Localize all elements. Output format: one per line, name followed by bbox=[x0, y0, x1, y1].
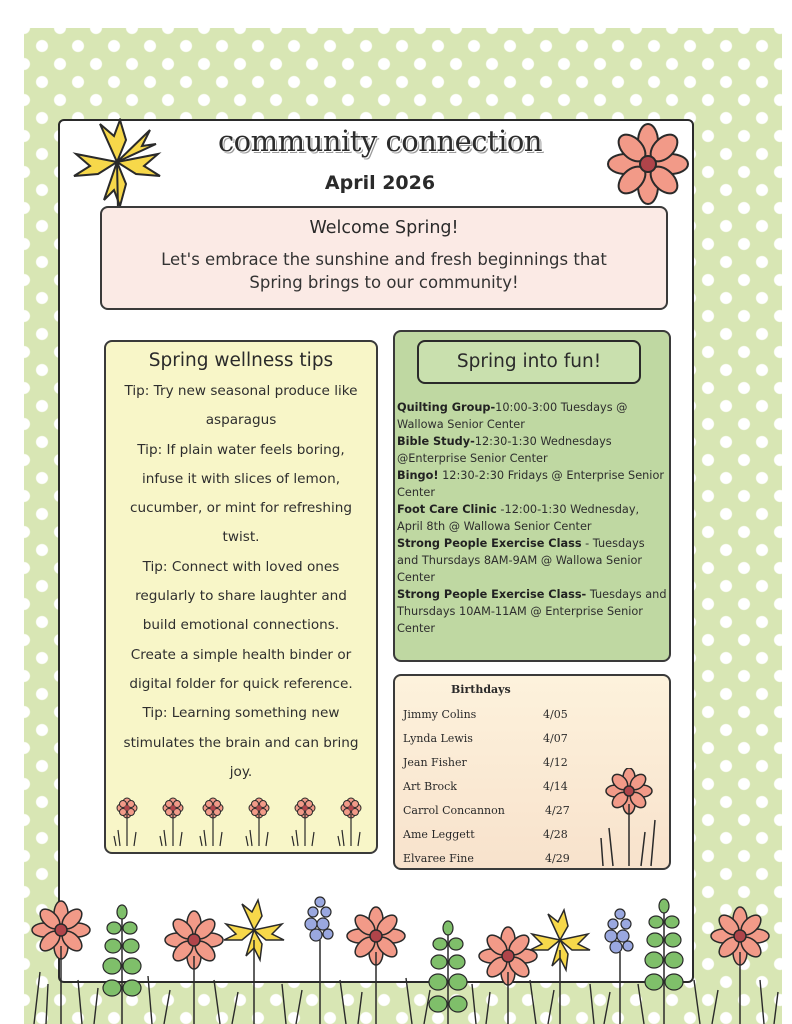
pink-flower-icon bbox=[602, 122, 694, 212]
birthday-row: Carrol Concannon 4/27 bbox=[403, 804, 570, 817]
wellness-tip: Tip: If plain water feels boring, infuse it with slices of lemon, cucumber, or mint for refreshing twist. bbox=[130, 441, 352, 546]
birthdays-box bbox=[393, 674, 671, 870]
birthday-row: Lynda Lewis 4/07 bbox=[403, 732, 568, 745]
event-item: Bingo! 12:30-2:30 Fridays @ Enterprise Senior Center bbox=[397, 469, 664, 499]
birthday-row: Ame Leggett 4/28 bbox=[403, 828, 568, 841]
pink-flower-icon bbox=[595, 768, 667, 868]
small-flowers-icon bbox=[112, 796, 372, 848]
event-item: Foot Care Clinic -12:00-1:30 Wednesday, April 8th @ Wallowa Senior Center bbox=[397, 503, 640, 533]
welcome-box bbox=[100, 206, 668, 310]
wellness-heading: Spring wellness tips bbox=[148, 350, 334, 371]
wellness-tip: Tip: Try new seasonal produce like asparagus bbox=[124, 383, 358, 429]
event-item: Bible Study-12:30-1:30 Wednesdays @Enterprise Senior Center bbox=[397, 435, 612, 465]
birthday-row: Elvaree Fine 4/29 bbox=[403, 852, 570, 865]
newsletter-date: April 2026 bbox=[324, 172, 436, 194]
wellness-tips-box bbox=[104, 340, 378, 854]
flower-garden-border-icon bbox=[24, 880, 782, 1024]
wellness-tip: Tip: Connect with loved ones regularly to share laughter and build emotional connections. Create a simple health binder or digital folder for quick reference. bbox=[129, 558, 353, 692]
birthday-row: Jimmy Colins 4/05 bbox=[403, 708, 568, 721]
birthdays-heading: Birthdays bbox=[451, 683, 511, 696]
wellness-tip: Tip: Learning something new stimulates the brain and can bring joy. bbox=[123, 705, 359, 780]
events-box bbox=[393, 330, 671, 662]
events-list bbox=[397, 399, 667, 637]
birthday-row: Jean Fisher 4/12 bbox=[403, 756, 568, 769]
welcome-heading: Welcome Spring! bbox=[309, 218, 459, 238]
event-item: Strong People Exercise Class - Tuesdays and Thursdays 8AM-9AM @ Wallowa Senior Center bbox=[397, 537, 645, 584]
welcome-body: Let's embrace the sunshine and fresh beginnings that Spring brings to our community! bbox=[161, 250, 607, 292]
event-item: Strong People Exercise Class- Tuesdays and Thursdays 10AM-11AM @ Enterprise Senior Center bbox=[397, 588, 667, 635]
events-heading: Spring into fun! bbox=[417, 340, 641, 384]
wellness-tips-list bbox=[106, 377, 376, 787]
yellow-flower-icon bbox=[70, 118, 164, 210]
newsletter-title: community connection bbox=[217, 124, 543, 158]
birthday-row: Art Brock 4/14 bbox=[403, 780, 568, 793]
event-item: Quilting Group-10:00-3:00 Tuesdays @ Wallowa Senior Center bbox=[397, 401, 628, 431]
